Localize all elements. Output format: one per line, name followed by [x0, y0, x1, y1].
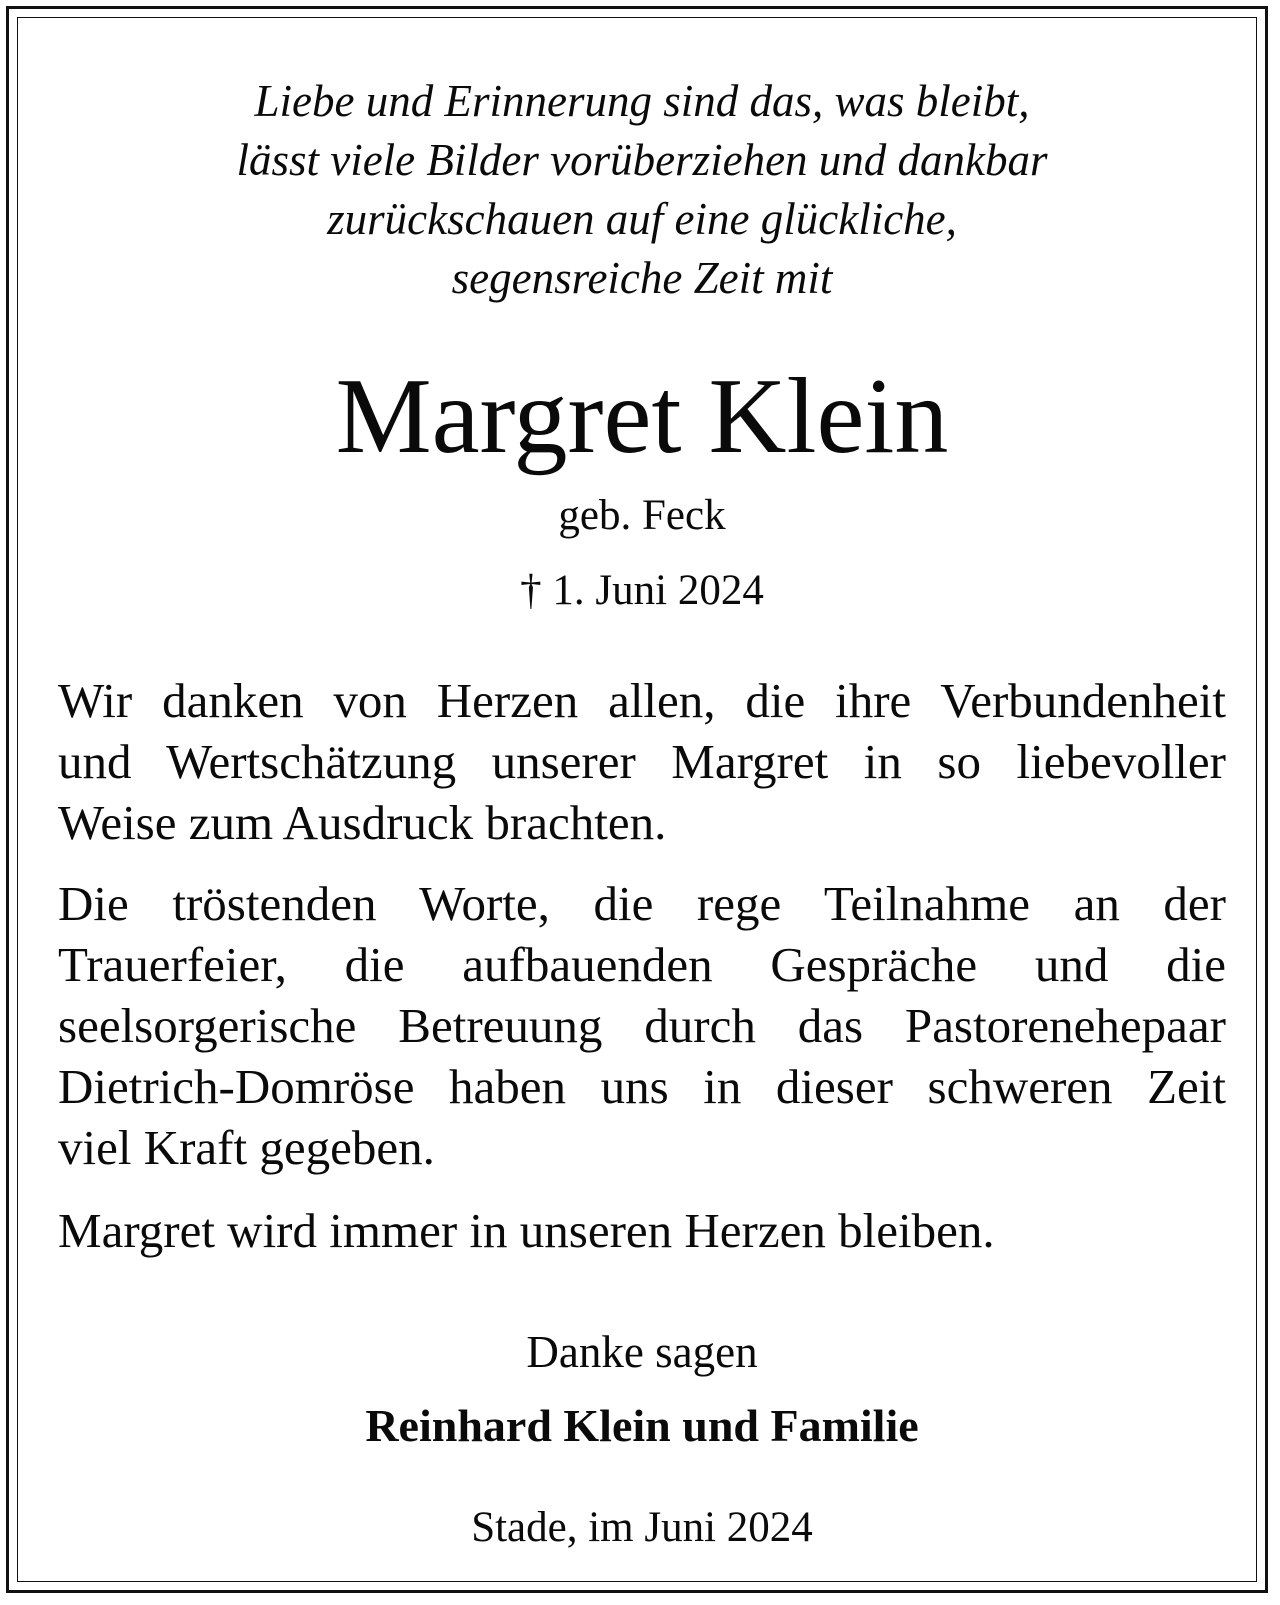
paragraph-line: Margret wird immer in unseren Herzen bleiben.	[58, 1203, 995, 1258]
signers: Reinhard Klein und Familie	[365, 1400, 919, 1451]
thanks-paragraph-1	[58, 670, 1226, 853]
verse-line: segensreiche Zeit mit	[451, 253, 833, 303]
paragraph-line: Dietrich-Domröse haben uns in dieser schweren Zeit	[58, 1059, 1226, 1114]
paragraph-line: Die tröstenden Worte, die rege Teilnahme an der	[58, 876, 1226, 931]
death-date: † 1. Juni 2024	[520, 567, 764, 614]
deceased-name: Margret Klein	[335, 357, 949, 476]
memorial-verse	[58, 72, 1226, 308]
maiden-name: geb. Feck	[558, 492, 726, 539]
thanks-paragraph-3	[58, 1200, 1226, 1261]
verse-line: Liebe und Erinnerung sind das, was bleibt,	[254, 76, 1030, 126]
paragraph-line: viel Kraft gegeben.	[58, 1120, 435, 1175]
thanks-line: Danke sagen	[526, 1327, 758, 1377]
paragraph-line: und Wertschätzung unserer Margret in so liebevoller	[58, 734, 1226, 789]
thanks-paragraph-2	[58, 873, 1226, 1178]
verse-line: lässt viele Bilder vorüberziehen und dankbar	[236, 135, 1048, 185]
paragraph-line: Wir danken von Herzen allen, die ihre Verbundenheit	[58, 673, 1226, 728]
paragraph-line: Trauerfeier, die aufbauenden Gespräche und die	[58, 937, 1226, 992]
paragraph-line: Weise zum Ausdruck brachten.	[58, 795, 667, 850]
place-date: Stade, im Juni 2024	[471, 1504, 813, 1551]
verse-line: zurückschauen auf eine glückliche,	[327, 194, 957, 244]
paragraph-line: seelsorgerische Betreuung durch das Pastorenehepaar	[58, 998, 1226, 1053]
